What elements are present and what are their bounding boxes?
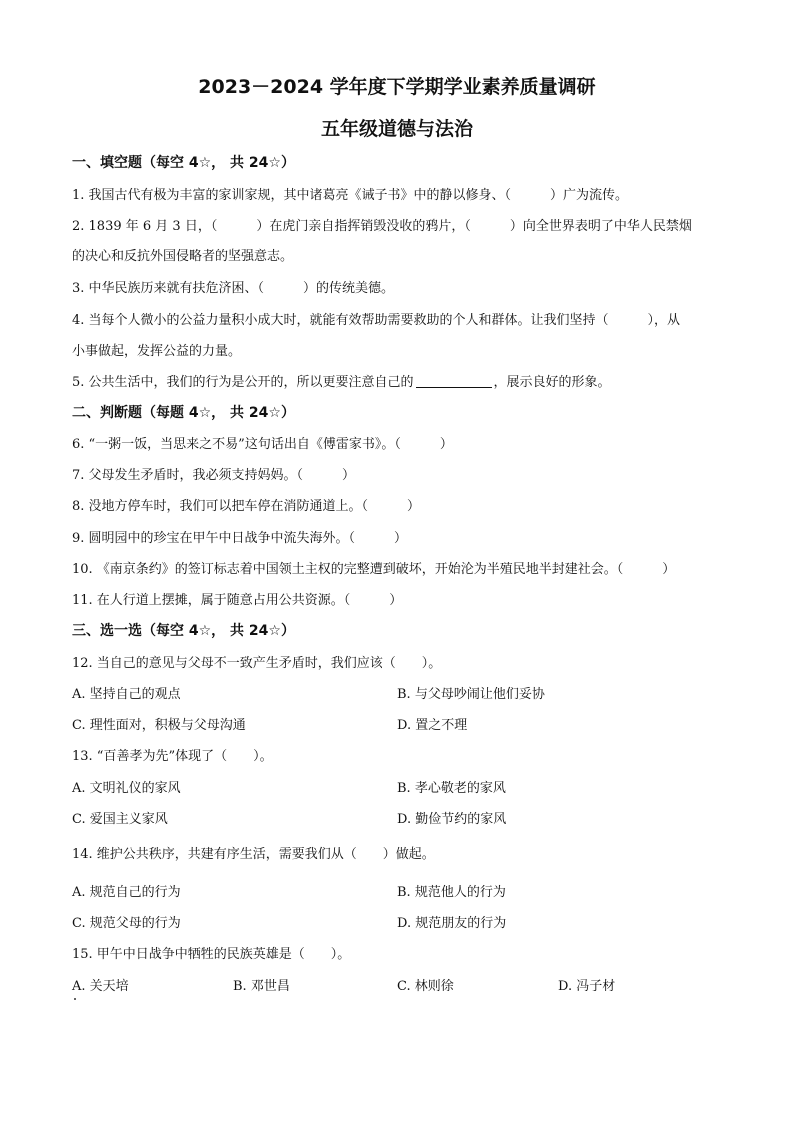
question-3: 3. 中华民族历来就有扶危济困、（ ）的传统美德。 [72,281,395,296]
question-12: 12. 当自己的意见与父母不一致产生矛盾时，我们应该（ ）。 [72,656,442,671]
q12-option-d: D. 置之不理 [397,718,468,733]
question-14: 14. 维护公共秩序，共建有序生活，需要我们从（ ）做起。 [72,847,435,862]
q12-option-a: A. 坚持自己的观点 [72,687,181,702]
question-11: 11. 在人行道上摆摊，属于随意占用公共资源。（ ） [72,593,403,608]
question-5 [72,371,611,390]
question-2-line-1: 2. 1839 年 6 月 3 日，（ ）在虎门亲自指挥销毁没收的鸦片，（ ）向全世界表明了中华人民禁烟 [72,219,692,234]
section-fill-blank: 一、填空题（每空 4☆， 共 24☆） [72,155,295,171]
stray-dot [74,998,76,1000]
question-10: 10. 《南京条约》的签订标志着中国领土主权的完整遭到破坏，开始沦为半殖民地半封建社会。（ ） [72,562,676,577]
question-2-line-2: 的决心和反抗外国侵略者的坚强意志。 [72,249,294,264]
q15-option-b: B. 邓世昌 [233,979,290,994]
exam-title: 2023－2024 学年度下学期学业素养质量调研 [198,76,596,98]
q15-option-a: A. 关天培 [72,979,129,994]
q13-option-b: B. 孝心敬老的家风 [397,781,506,796]
question-13: 13. “百善孝为先”体现了（ ）。 [72,749,273,764]
question-5-text-a: 5. 公共生活中，我们的行为是公开的，所以更要注意自己的 [72,375,414,390]
answer-blank [416,375,492,388]
q14-option-a: A. 规范自己的行为 [72,885,181,900]
q13-option-a: A. 文明礼仪的家风 [72,781,181,796]
q14-option-d: D. 规范朋友的行为 [397,916,507,931]
question-4-line-1: 4. 当每个人微小的公益力量积小成大时，就能有效帮助需要救助的个人和群体。让我们坚持（ ），从 [72,313,681,328]
section-judge: 二、判断题（每题 4☆， 共 24☆） [72,405,295,421]
q12-option-c: C. 理性面对，积极与父母沟通 [72,718,246,733]
question-7: 7. 父母发生矛盾时，我必须支持妈妈。（ ） [72,468,356,483]
question-1: 1. 我国古代有极为丰富的家训家规，其中诸葛亮《诫子书》中的静以修身、（ ）广为流传。 [72,188,629,203]
question-6: 6. “一粥一饭，当思来之不易”这句话出自《傅雷家书》。（ ） [72,437,453,452]
q14-option-c: C. 规范父母的行为 [72,916,181,931]
q12-option-b: B. 与父母吵闹让他们妥协 [397,687,545,702]
question-15: 15. 甲午中日战争中牺牲的民族英雄是（ ）。 [72,947,351,962]
q13-option-d: D. 勤俭节约的家风 [397,812,507,827]
exam-subtitle: 五年级道德与法治 [320,118,473,140]
question-9: 9. 圆明园中的珍宝在甲午中日战争中流失海外。（ ） [72,531,408,546]
q15-option-d: D. 冯子材 [558,979,616,994]
question-4-line-2: 小事做起，发挥公益的力量。 [72,344,242,359]
question-5-text-b: ，展示良好的形象。 [493,375,611,390]
section-choice: 三、选一选（每空 4☆， 共 24☆） [72,623,295,639]
question-8: 8. 没地方停车时，我们可以把车停在消防通道上。（ ） [72,499,421,514]
q15-option-c: C. 林则徐 [397,979,454,994]
q14-option-b: B. 规范他人的行为 [397,885,506,900]
q13-option-c: C. 爱国主义家风 [72,812,168,827]
